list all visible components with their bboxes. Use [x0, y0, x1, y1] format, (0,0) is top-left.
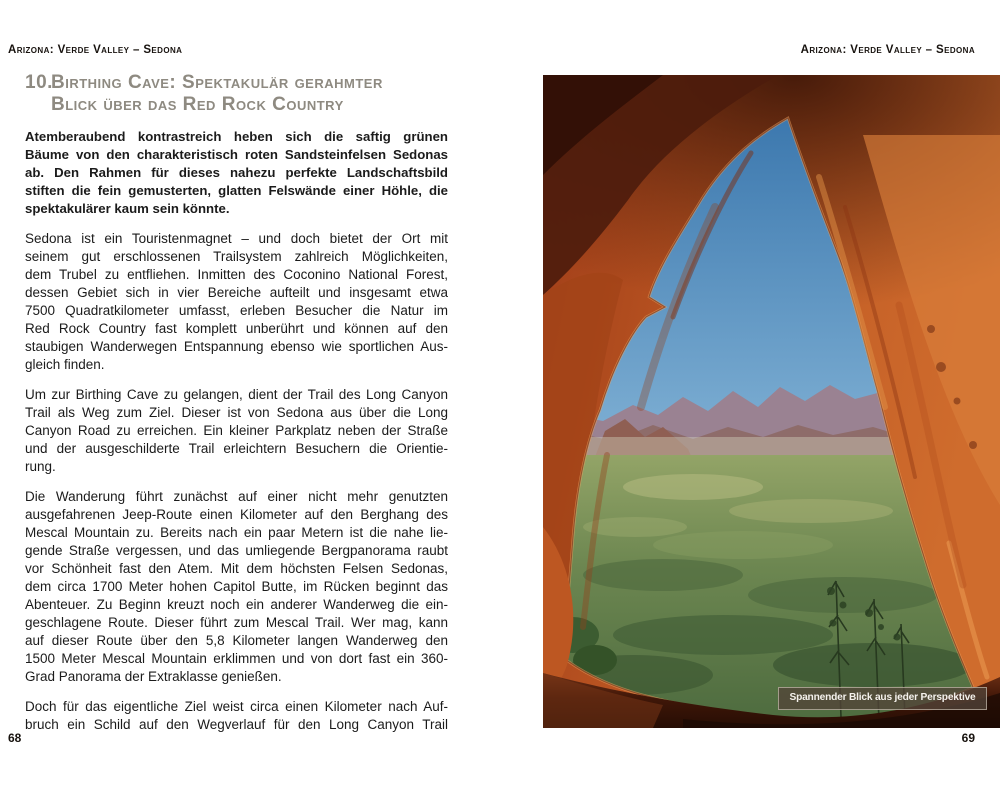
text-line: dem Trubel zu entfliehen. Inmitten des Coconino National Forest,: [25, 267, 448, 282]
running-header-right: Arizona: Verde Valley – Sedona: [800, 44, 975, 56]
cave-photo: [543, 75, 1000, 728]
text-line: 1500 Meter Mescal Mountain erklimmen und von dort fast ein 360-: [25, 651, 448, 666]
chapter-number: 10.: [25, 72, 53, 93]
text-line: auf dieser Route über den 5,8 Kilometer langen Wanderweg den: [25, 633, 448, 648]
text-line: gleich finden.: [25, 357, 105, 372]
paragraph: [25, 230, 448, 374]
text-line: ab. Den Rahmen für dieses nahezu perfekte Landschaftsbild: [25, 165, 448, 180]
text-line: stiften die fein gemusterten, glatten Felswände einer Höhle, die: [25, 183, 448, 198]
page-number-right: 69: [961, 731, 975, 745]
chapter-title-line1: [25, 72, 475, 94]
page-number-left: 68: [8, 731, 22, 745]
chapter-title: [25, 72, 475, 115]
text-line: vor Schönheit fast den Atem. Mit dem höchsten Felsen Sedonas,: [25, 561, 448, 576]
text-line: Atemberaubend kontrastreich heben sich die saftig grünen: [25, 129, 448, 144]
text-line: gende Straße vergessen, und das umliegende Bergpanorama raubt: [25, 543, 448, 558]
text-line: dem circa 1700 Meter hohen Capitol Butte, im Rücken beginnt das: [25, 579, 448, 594]
paragraph: [25, 386, 448, 476]
text-line: seinem gut erschlossenen Trailsystem zahlreich Möglichkeiten,: [25, 249, 448, 264]
text-line: Um zur Birthing Cave zu gelangen, dient der Trail des Long Canyon: [25, 387, 448, 402]
text-line: Grad Panorama der Extraklasse genießen.: [25, 669, 282, 684]
text-line: Mescal Mountain zu. Bereits nach ein paar Metern ist die nahe lie-: [25, 525, 448, 540]
chapter-title-line2: Blick über das Red Rock Country: [51, 93, 344, 115]
text-line: bruch ein Schild auf den Wegverlauf für den Long Canyon Trail: [25, 717, 448, 732]
text-line: Die Wanderung führt zunächst auf einer nicht mehr genutzten: [25, 489, 448, 504]
text-line: ausgefahrenen Jeep-Route einen Kilometer auf den Berghang des: [25, 507, 448, 522]
photo-caption: Spannender Blick aus jeder Perspektive: [778, 687, 987, 710]
paragraph: [25, 128, 448, 218]
cave-photo-illustration: [543, 75, 1000, 728]
text-line: Bäume von den charakteristisch roten Sandsteinfelsen Sedonas: [25, 147, 448, 162]
text-line: und der ausgeschilderte Trail erleichtern Besuchern die Orientie-: [25, 441, 448, 456]
article-text-column: [25, 128, 448, 746]
chapter-title-text1: Birthing Cave: Spektakulär gerahmter: [51, 72, 383, 93]
text-line: rung.: [25, 459, 56, 474]
paragraph: [25, 698, 448, 734]
text-line: Red Rock Country fast komplett unberührt und können auf den: [25, 321, 448, 336]
text-line: Sedona ist ein Touristenmagnet – und doch bietet der Ort mit: [25, 231, 448, 246]
text-line: spektakulärer kaum sein könnte.: [25, 201, 230, 216]
text-line: Doch für das eigentliche Ziel weist circa einen Kilometer nach Auf-: [25, 699, 448, 714]
text-line: dessen Gebiet sich in vier Bereiche aufteilt und insgesamt etwa: [25, 285, 448, 300]
text-line: Abenteuer. Zu Beginn kreuzt noch ein anderer Wanderweg die ein-: [25, 597, 448, 612]
text-line: Trail als Weg zum Ziel. Dieser ist von Sedona aus über die Long: [25, 405, 448, 420]
text-line: Canyon Road zu erreichen. Ein kleiner Parkplatz neben der Straße: [25, 423, 448, 438]
text-line: geschlagene Route. Dieser führt zum Mescal Trail. Wer mag, kann: [25, 615, 448, 630]
text-line: 7500 Quadratkilometer umfasst, erleben Besucher die Natur im: [25, 303, 448, 318]
running-header-left: Arizona: Verde Valley – Sedona: [8, 44, 183, 56]
text-line: staubigen Wanderwegen Entspannung ebenso wie sportlichen Aus-: [25, 339, 448, 354]
paragraph: [25, 488, 448, 686]
